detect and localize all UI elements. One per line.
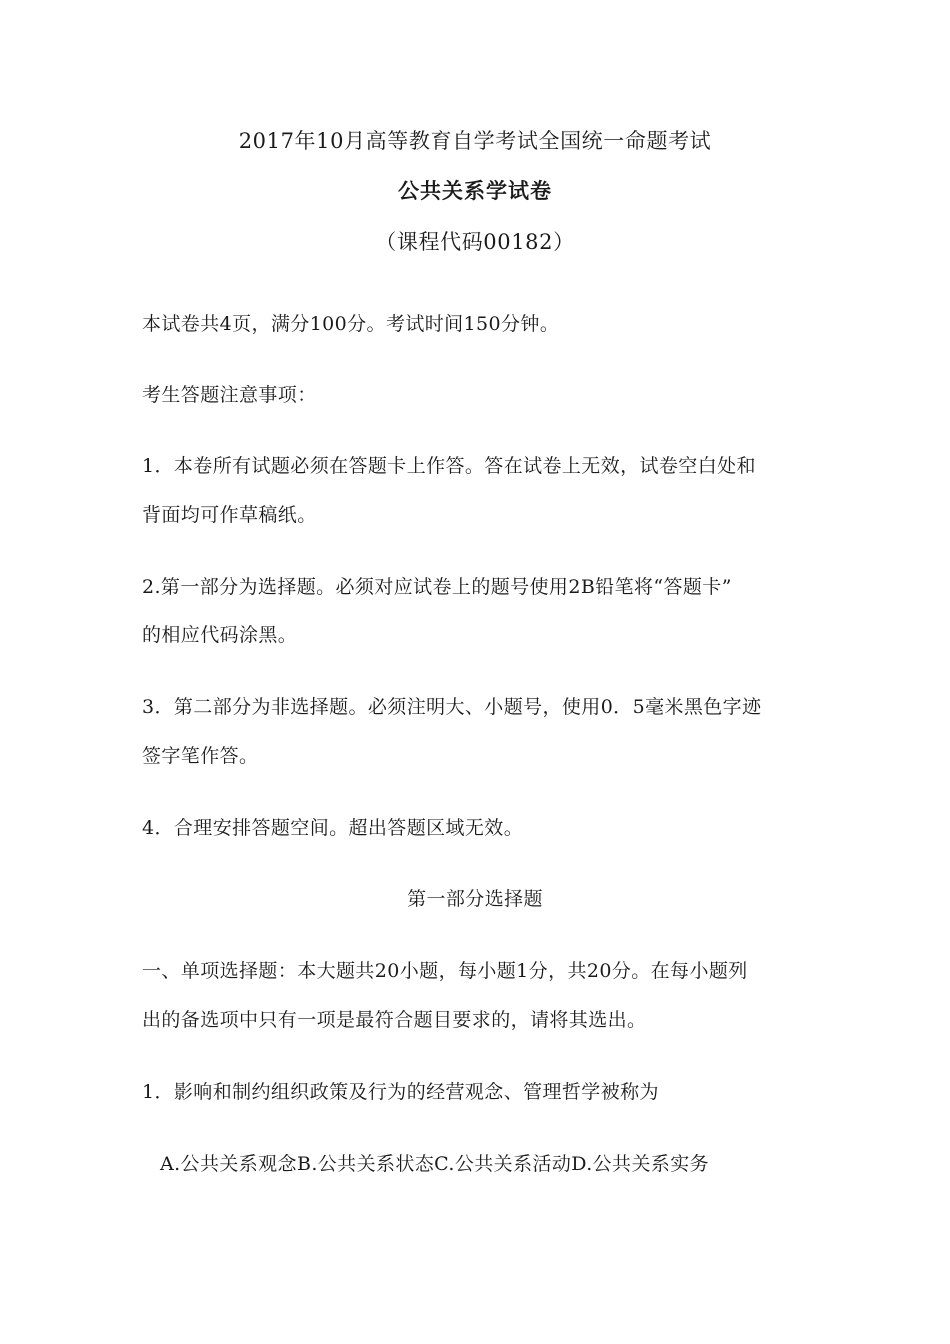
question-1-stem: 1．影响和制约组织政策及行为的经营观念、管理哲学被称为	[142, 1081, 659, 1103]
section1-instructions-line-1: 一、单项选择题：本大题共20小题，每小题1分，共20分。在每小题列	[142, 960, 748, 982]
exam-summary: 本试卷共4页，满分100分。考试时间150分钟。	[142, 313, 560, 335]
notes-heading: 考生答题注意事项：	[142, 384, 317, 406]
note-3-line-1: 3．第二部分为非选择题。必须注明大、小题号，使用0．5毫米黑色字迹	[142, 696, 762, 718]
question-1-options: A.公共关系观念B.公共关系状态C.公共关系活动D.公共关系实务	[160, 1153, 710, 1175]
course-code: （课程代码00182）	[375, 230, 575, 254]
note-3-line-2: 签字笔作答。	[142, 745, 259, 767]
note-1-line-2: 背面均可作草稿纸。	[142, 504, 317, 526]
note-2-line-1: 2.第一部分为选择题。必须对应试卷上的题号使用2B铅笔将“答题卡”	[142, 576, 732, 598]
section1-instructions-line-2: 出的备选项中只有一项是最符合题目要求的，请将其选出。	[142, 1009, 647, 1031]
note-2-line-2: 的相应代码涂黑。	[142, 624, 298, 646]
note-1-line-1: 1．本卷所有试题必须在答题卡上作答。答在试卷上无效，试卷空白处和	[142, 455, 756, 477]
exam-title: 2017年10月高等教育自学考试全国统一命题考试	[238, 129, 712, 153]
part1-heading: 第一部分选择题	[407, 888, 543, 910]
note-4-line-1: 4．合理安排答题空间。超出答题区域无效。	[142, 817, 524, 839]
exam-subtitle: 公共关系学试卷	[398, 179, 552, 203]
